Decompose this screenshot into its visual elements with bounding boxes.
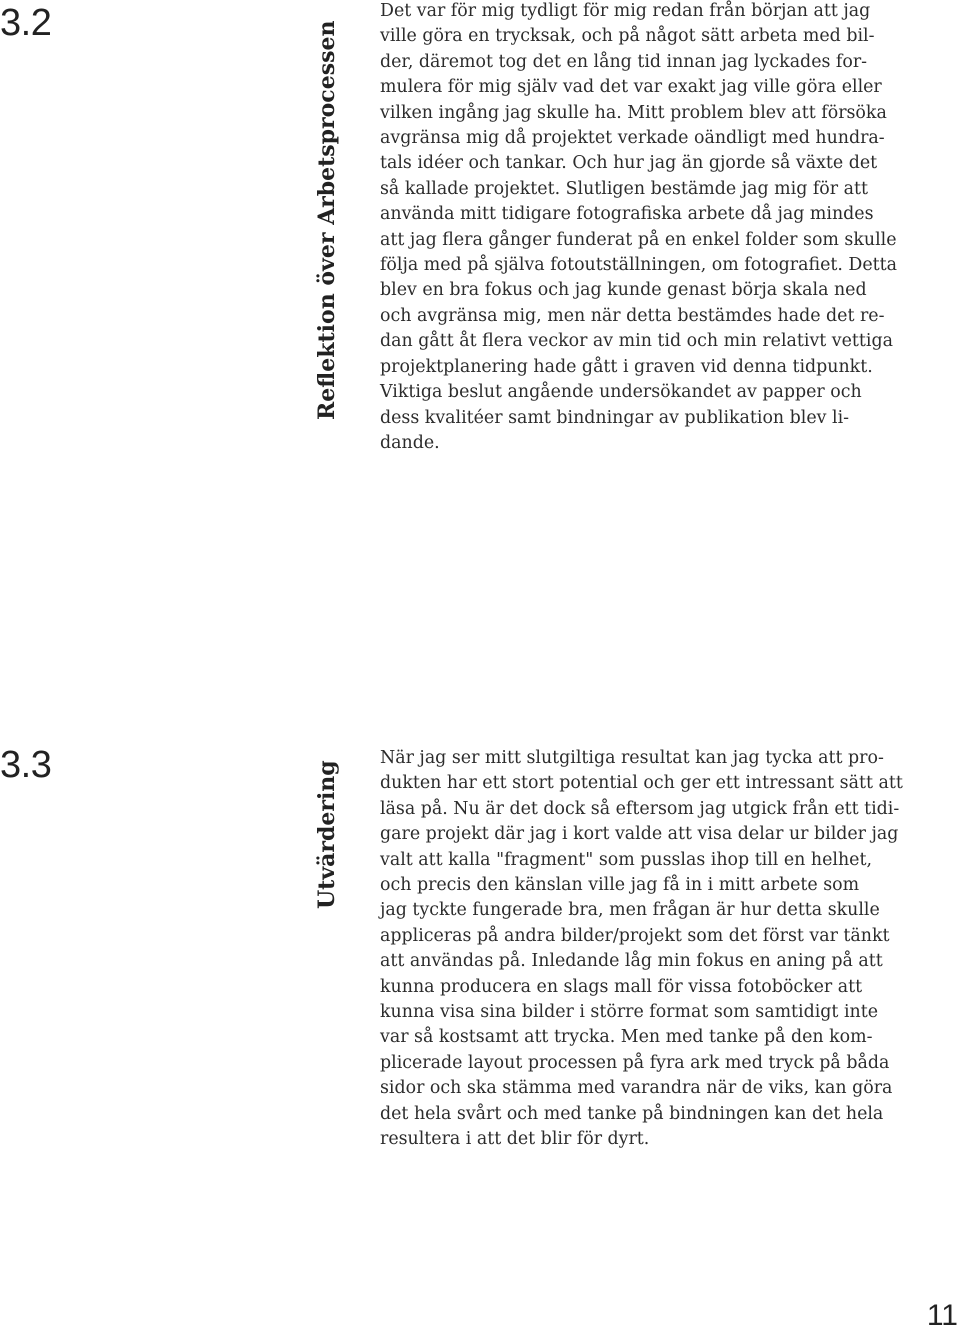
text-line: det hela svårt och med tanke på bindningen kan det hela: [380, 1103, 884, 1124]
text-line: dukten har ett stort potential och ger ett intressant sätt att: [380, 773, 903, 794]
text-line: blev en bra fokus och jag kunde genast börja skala ned: [380, 280, 867, 301]
text-line: avgränsa mig då projektet verkade oändligt med hundra-: [380, 128, 885, 149]
text-line: der, däremot tog det en lång tid innan jag lyckades for-: [380, 51, 868, 72]
text-line: så kallade projektet. Slutligen bestämde jag mig för att: [380, 178, 868, 199]
text-line: tals idéer och tankar. Och hur jag än gjorde så växte det: [380, 153, 878, 174]
text-line: ville göra en trycksak, och på något sätt arbeta med bil-: [380, 26, 875, 47]
text-line: använda mitt tidigare fotografiska arbete då jag mindes: [380, 204, 874, 225]
page-number: 11: [926, 1299, 958, 1332]
text-line: dande.: [380, 432, 440, 453]
text-line: plicerade layout processen på fyra ark med tryck på båda: [380, 1052, 890, 1073]
text-line: jag tyckte fungerade bra, men frågan är hur detta skulle: [380, 900, 880, 921]
text-line: dess kvalitéer samt bindningar av publikation blev li-: [380, 407, 850, 428]
text-line: mulera för mig själv vad det var exakt jag ville göra eller: [380, 77, 882, 98]
text-line: kunna producera en slags mall för vissa fotoböcker att: [380, 976, 863, 997]
text-line: När jag ser mitt slutgiltiga resultat kan jag tycka att pro-: [380, 748, 884, 768]
text-line: valt att kalla "fragment" som pusslas ihop till en helhet,: [380, 849, 872, 870]
text-line: appliceras på andra bilder/projekt som det först var tänkt: [380, 925, 890, 946]
text-line: och precis den känslan ville jag få in i mitt arbete som: [380, 875, 860, 896]
text-line: följa med på själva fotoutställningen, om fotografiet. Detta: [380, 255, 897, 276]
text-line: läsa på. Nu är det dock så eftersom jag utgick från ett tidi-: [380, 798, 900, 819]
text-line: att jag flera gånger funderat på en enkel folder som skulle: [380, 229, 897, 250]
text-line: Det var för mig tydligt för mig redan från början att jag: [380, 1, 871, 21]
section-heading: Utvärdering: [314, 760, 340, 909]
section-body: [380, 746, 958, 1153]
section-body: [380, 0, 958, 456]
text-line: var så kostsamt att trycka. Men med tanke på den kom-: [380, 1027, 873, 1048]
section-heading: Reflektion över Arbetsprocessen: [314, 20, 340, 420]
text-line: gare projekt där jag i kort valde att visa delar ur bilder jag: [380, 824, 899, 845]
text-line: sidor och ska stämma med varandra när de viks, kan göra: [380, 1078, 893, 1099]
text-line: projektplanering hade gått i graven vid denna tidpunkt.: [380, 356, 873, 377]
section-number: 3.2: [0, 2, 52, 44]
text-line: vilken ingång jag skulle ha. Mitt problem blev att försöka: [380, 102, 887, 123]
text-line: Viktiga beslut angående undersökandet av papper och: [380, 382, 862, 403]
text-line: kunna visa sina bilder i större format som samtidigt inte: [380, 1002, 878, 1023]
text-line: att användas på. Inledande låg min fokus en aning på att: [380, 951, 883, 972]
text-line: resultera i att det blir för dyrt.: [380, 1129, 650, 1150]
text-line: dan gått åt flera veckor av min tid och min relativt vettiga: [380, 331, 893, 352]
text-line: och avgränsa mig, men när detta bestämdes hade det re-: [380, 305, 885, 326]
section-number: 3.3: [0, 744, 52, 786]
